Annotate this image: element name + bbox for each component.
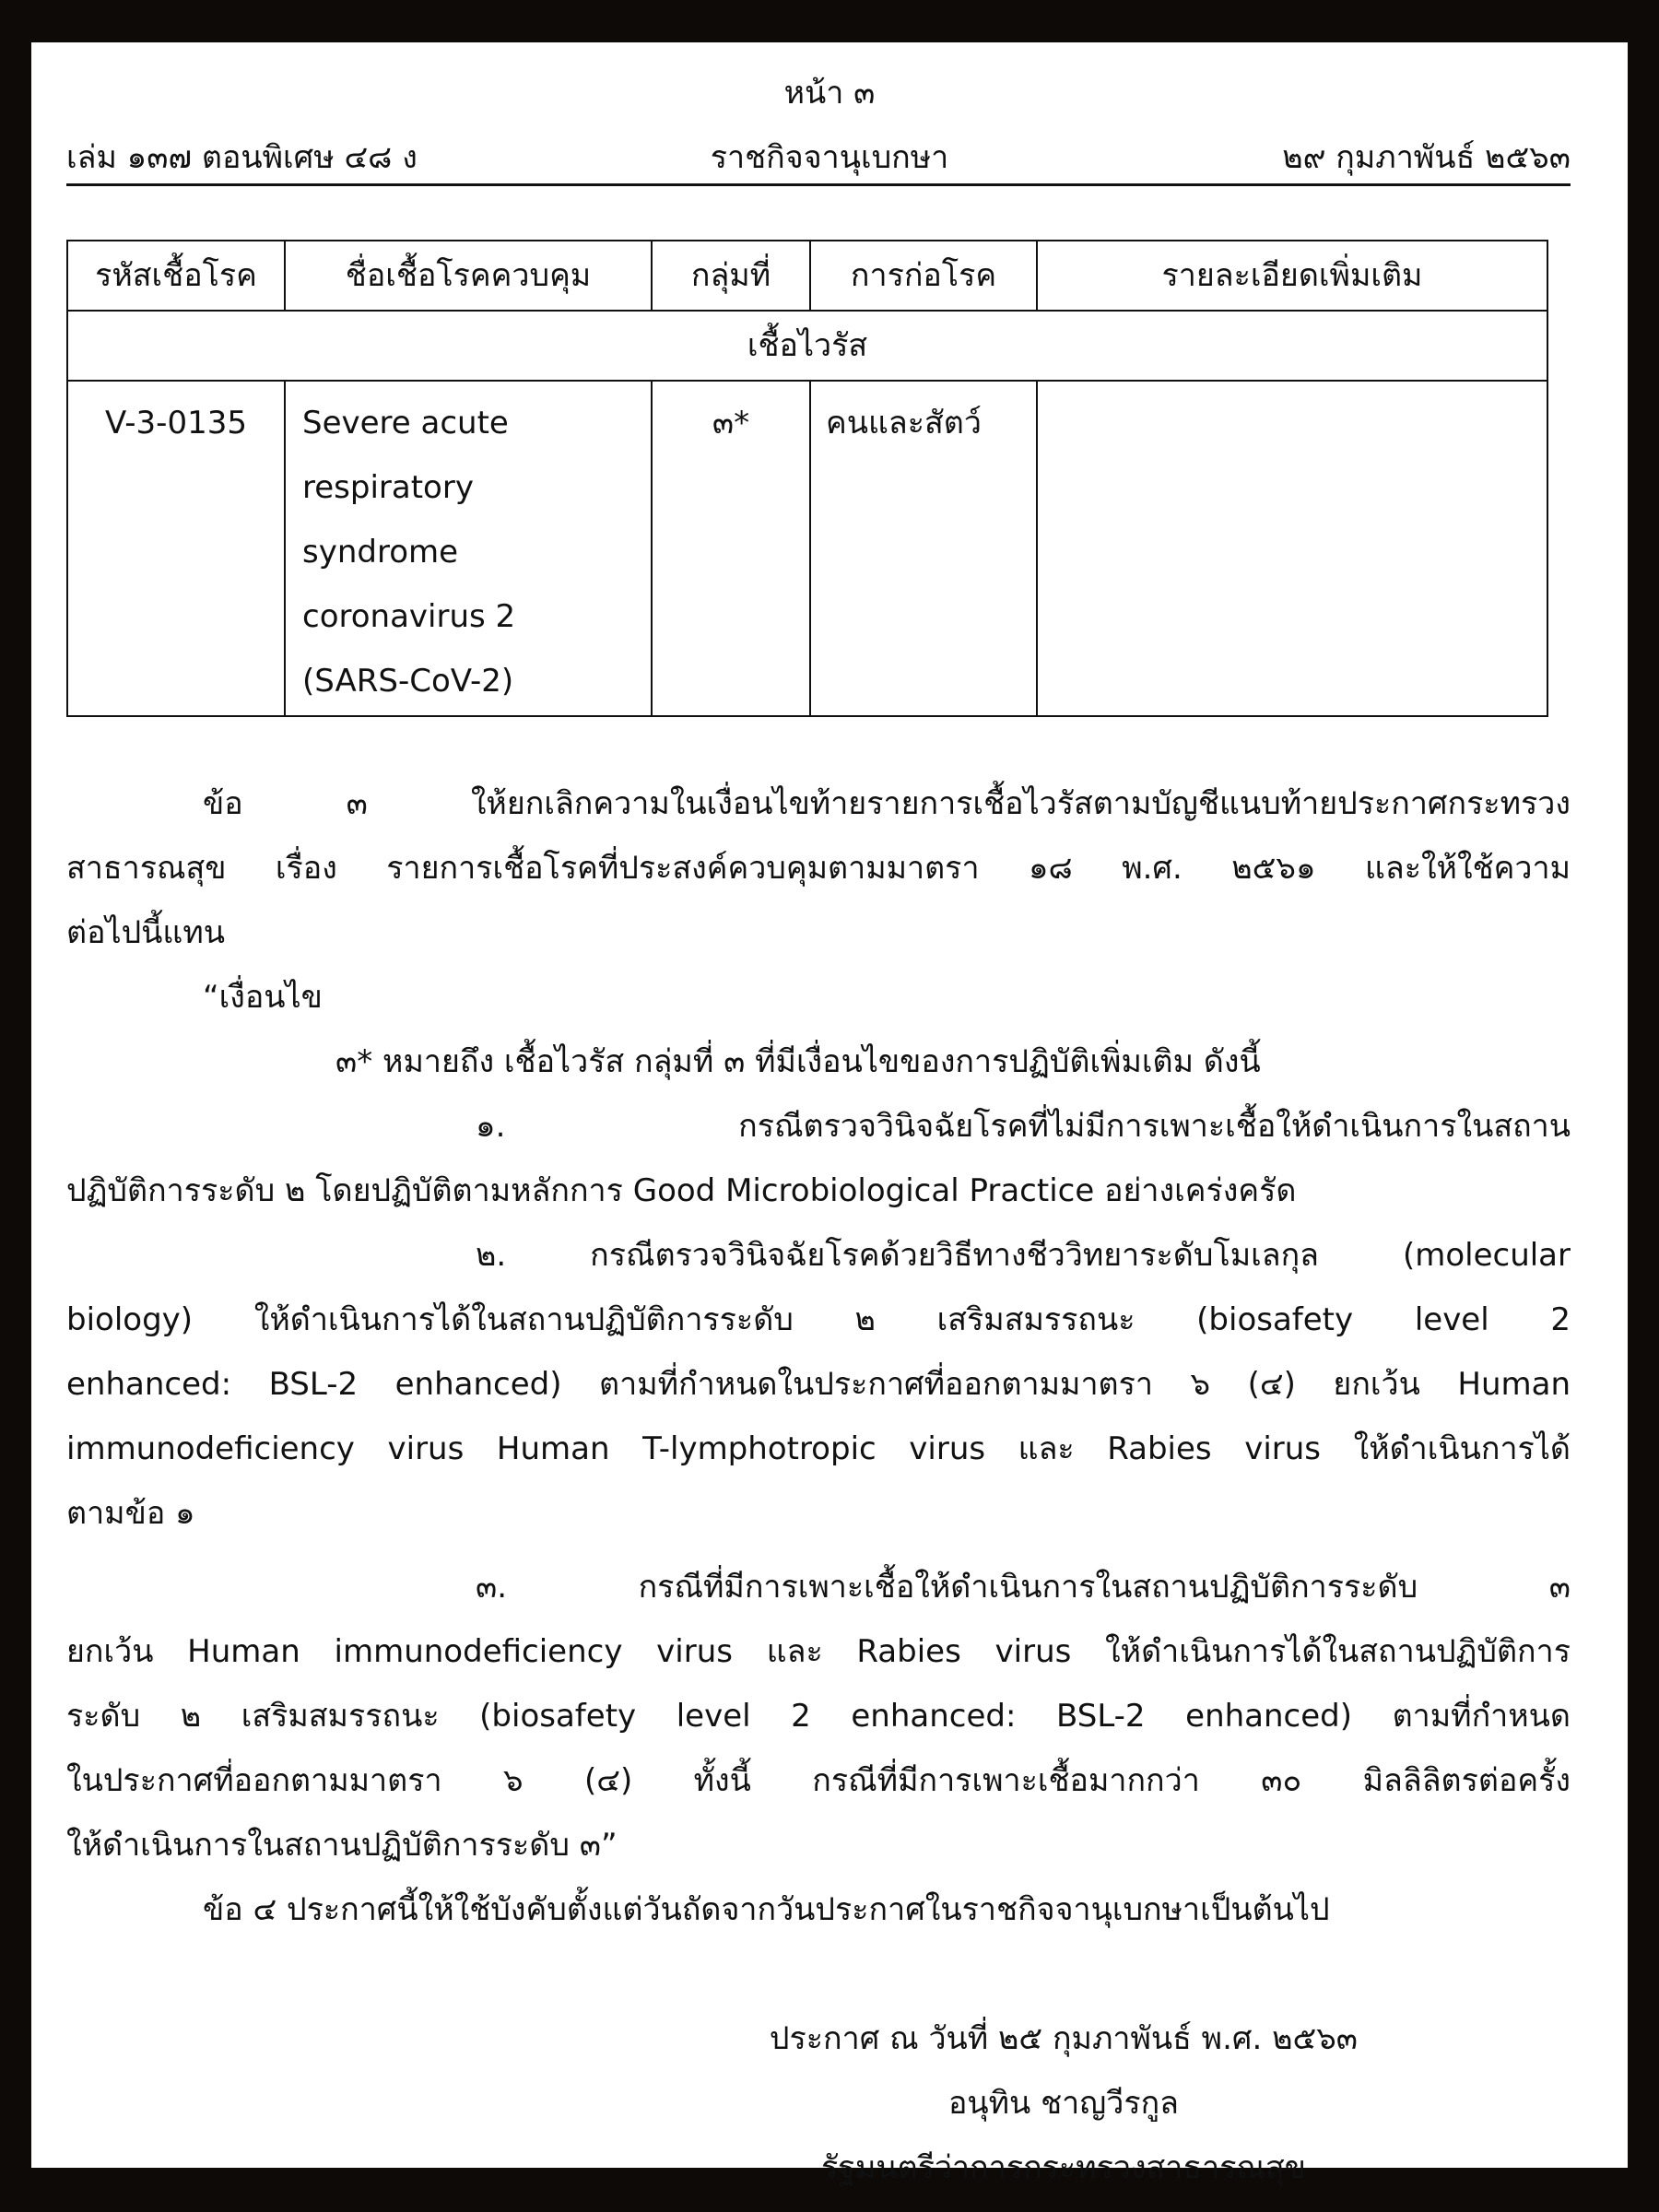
group-label: เชื้อไวรัส bbox=[67, 311, 1547, 381]
clause3-line: สาธารณสุข เรื่อง รายการเชื้อโรคที่ประสงค์ควบคุมตามมาตรา ๑๘ พ.ศ. ๒๕๖๑ และให้ใช้ความ bbox=[66, 850, 1571, 887]
clause3-line: ข้อ ๓ ให้ยกเลิกความในเงื่อนไขท้ายรายการเชื้อไวรัสตามบัญชีแนบท้ายประกาศกระทรวง bbox=[203, 785, 1571, 822]
page-number: หน้า ๓ bbox=[783, 75, 876, 112]
table-header-row bbox=[67, 241, 1547, 311]
publication-date: ๒๙ กุมภาพันธ์ ๒๕๖๓ bbox=[1282, 139, 1571, 176]
item3-line: ยกเว้น Human immunodeficiency virus และ Rabies virus ให้ดำเนินการได้ในสถานปฏิบัติการ bbox=[66, 1633, 1571, 1670]
pathogen-group: ๓* bbox=[652, 381, 810, 716]
conditions-title: “เงื่อนไข bbox=[203, 979, 323, 1016]
header-group: กลุ่มที่ bbox=[652, 241, 810, 311]
pathogen-table bbox=[66, 240, 1548, 717]
announcement-date: ประกาศ ณ วันที่ ๒๕ กุมภาพันธ์ พ.ศ. ๒๕๖๓ bbox=[769, 2020, 1359, 2057]
item2-line: ๒. กรณีตรวจวินิจฉัยโรคด้วยวิธีทางชีววิทยาระดับโมเลกุล (molecular bbox=[476, 1237, 1571, 1274]
condition-definition: ๓* หมายถึง เชื้อไวรัส กลุ่มที่ ๓ ที่มีเงื่อนไขของการปฏิบัติเพิ่มเติม ดังนี้ bbox=[335, 1043, 1261, 1080]
pathogen-code: V-3-0135 bbox=[67, 381, 285, 716]
pathogen-name-line: respiratory bbox=[302, 469, 474, 506]
pathogen-name bbox=[285, 381, 652, 716]
item2-line: biology) ให้ดำเนินการได้ในสถานปฏิบัติการระดับ ๒ เสริมสมรรถนะ (biosafety level 2 bbox=[66, 1301, 1571, 1338]
document-page bbox=[31, 42, 1628, 2186]
signatory-title: รัฐมนตรีว่าการกระทรวงสาธารณสุข bbox=[820, 2149, 1307, 2186]
pathogen-name-line: Severe acute bbox=[302, 405, 509, 441]
volume-issue: เล่ม ๑๓๗ ตอนพิเศษ ๔๘ ง bbox=[66, 139, 418, 176]
header-code: รหัสเชื้อโรค bbox=[67, 241, 285, 311]
item3-line: ระดับ ๒ เสริมสมรรถนะ (biosafety level 2 enhanced: BSL-2 enhanced) ตามที่กำหนด bbox=[66, 1698, 1571, 1735]
clause4: ข้อ ๔ ประกาศนี้ให้ใช้บังคับตั้งแต่วันถัดจากวันประกาศในราชกิจจานุเบกษาเป็นต้นไป bbox=[203, 1891, 1330, 1928]
header-details: รายละเอียดเพิ่มเติม bbox=[1037, 241, 1547, 311]
item1-line: ปฏิบัติการระดับ ๒ โดยปฏิบัติตามหลักการ Good Microbiological Practice อย่างเคร่งครัด bbox=[66, 1172, 1297, 1209]
item3-line: ในประกาศที่ออกตามมาตรา ๖ (๔) ทั้งนี้ กรณีที่มีการเพาะเชื้อมากกว่า ๓๐ มิลลิลิตรต่อครั้ง bbox=[66, 1762, 1571, 1799]
pathogen-name-line: syndrome bbox=[302, 534, 459, 571]
header-pathogenicity: การก่อโรค bbox=[810, 241, 1037, 311]
pathogenicity: คนและสัตว์ bbox=[810, 381, 1037, 716]
header-rule bbox=[66, 183, 1571, 186]
pathogen-name-line: coronavirus 2 bbox=[302, 598, 516, 635]
pathogen-name-line: (SARS-CoV-2) bbox=[302, 663, 514, 700]
table-group-row bbox=[67, 311, 1547, 381]
item2-line: enhanced: BSL-2 enhanced) ตามที่กำหนดในประกาศที่ออกตามมาตรา ๖ (๔) ยกเว้น Human bbox=[66, 1366, 1571, 1403]
header-name: ชื่อเชื้อโรคควบคุม bbox=[285, 241, 652, 311]
item1-line: ๑. กรณีตรวจวินิจฉัยโรคที่ไม่มีการเพาะเชื้อให้ดำเนินการในสถาน bbox=[476, 1108, 1571, 1145]
clause3-line: ต่อไปนี้แทน bbox=[66, 914, 225, 951]
item2-line: ตามข้อ ๑ bbox=[66, 1495, 195, 1532]
item3-line: ๓. กรณีที่มีการเพาะเชื้อให้ดำเนินการในสถานปฏิบัติการระดับ ๓ bbox=[476, 1569, 1571, 1606]
signatory-name: อนุทิน ชาญวีรกูล bbox=[947, 2085, 1180, 2122]
item3-line: ให้ดำเนินการในสถานปฏิบัติการระดับ ๓” bbox=[66, 1827, 618, 1864]
publication-name: ราชกิจจานุเบกษา bbox=[710, 139, 949, 176]
item2-line: immunodeficiency virus Human T-lymphotropic virus และ Rabies virus ให้ดำเนินการได้ bbox=[66, 1430, 1571, 1467]
table-row bbox=[67, 381, 1547, 716]
additional-details bbox=[1037, 381, 1547, 716]
